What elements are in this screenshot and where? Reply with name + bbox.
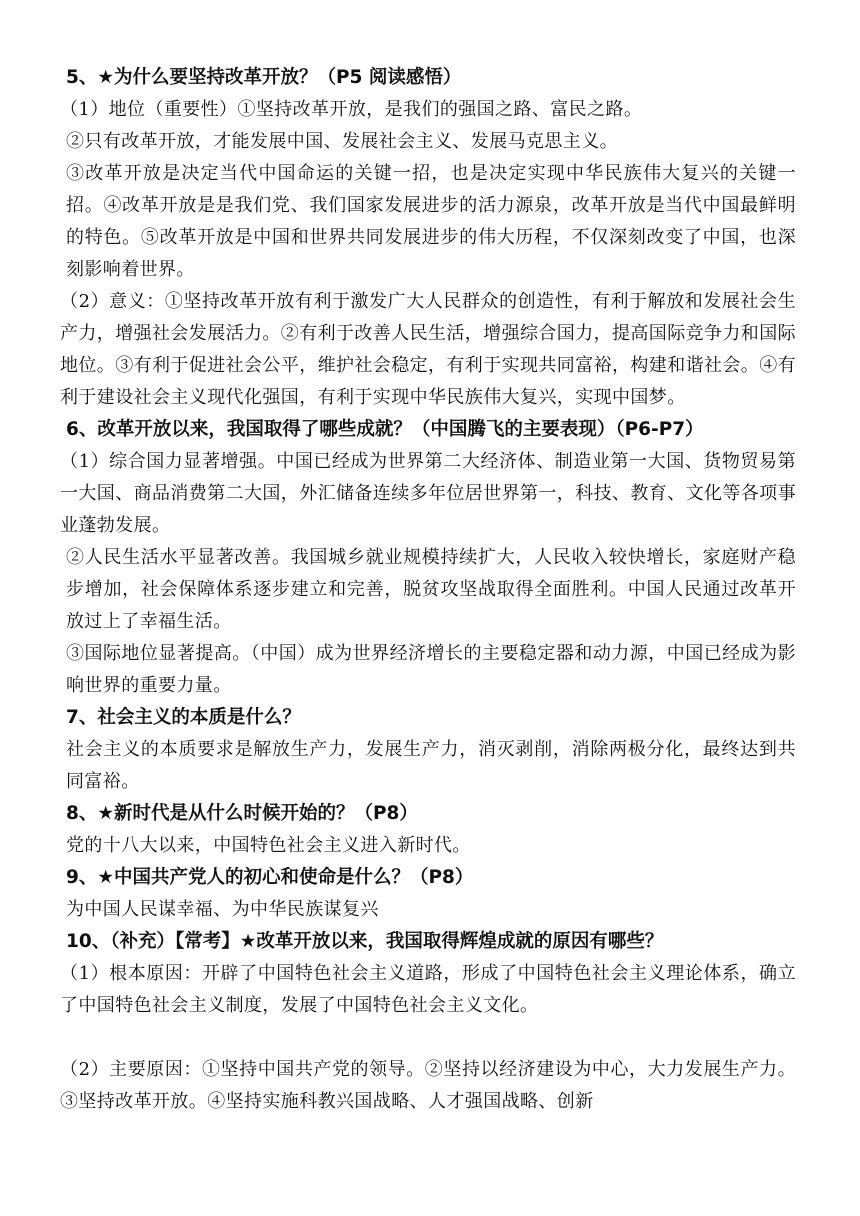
document-page [60, 62, 796, 1118]
section-heading: 8、★新时代是从什么时候开始的？（P8） [66, 803, 418, 824]
section-7 [66, 702, 796, 798]
section-heading: 5、★为什么要坚持改革开放？（P5 阅读感悟） [66, 67, 462, 88]
paragraph: 为中国人民谋幸福、为中华民族谋复兴 [66, 899, 379, 920]
paragraph: ②人民生活水平显著改善。我国城乡就业规模持续扩大，人民收入较快增长，家庭财产稳步增加，社会保障体系逐步建立和完善，脱贫攻坚战取得全面胜利。中国人民通过改革开放过上了幸福生活。 [66, 547, 796, 632]
paragraph: 党的十八大以来，中国特色社会主义进入新时代。 [66, 835, 471, 856]
section-8 [66, 798, 796, 862]
paragraph: （1）综合国力显著增强。中国已经成为世界第二大经济体、制造业第一大国、货物贸易第一大国、商品消费第二大国，外汇储备连续多年位居世界第一，科技、教育、文化等各项事业蓬勃发展。 [60, 451, 796, 536]
paragraph: ②只有改革开放，才能发展中国、发展社会主义、发展马克思主义。 [66, 131, 618, 152]
section-5 [60, 62, 796, 414]
paragraph: （2）主要原因：①坚持中国共产党的领导。②坚持以经济建设为中心，大力发展生产力。③坚持改革开放。④坚持实施科教兴国战略、人才强国战略、创新 [60, 1059, 796, 1112]
paragraph: 社会主义的本质要求是解放生产力，发展生产力，消灭剥削，消除两极分化，最终达到共同富裕。 [66, 739, 796, 792]
paragraph: ③改革开放是决定当代中国命运的关键一招，也是决定实现中华民族伟大复兴的关键一招。④改革开放是是我们党、我们国家发展进步的活力源泉，改革开放是当代中国最鲜明的特色。⑤改革开放是中国和世界共同发展进步的伟大历程，不仅深刻改变了中国，也深刻影响着世界。 [66, 163, 796, 280]
section-9 [66, 862, 796, 926]
paragraph: ③国际地位显著提高。（中国）成为世界经济增长的主要稳定器和动力源，中国已经成为影响世界的重要力量。 [66, 643, 796, 696]
paragraph: （1）地位（重要性）①坚持改革开放，是我们的强国之路、富民之路。 [60, 99, 643, 120]
section-heading: 7、社会主义的本质是什么？ [66, 707, 301, 728]
section-10 [60, 926, 796, 1118]
section-heading: 9、★中国共产党人的初心和使命是什么？（P8） [66, 867, 474, 888]
section-6 [60, 414, 796, 702]
section-heading: 10、（补充）【常考】★改革开放以来，我国取得辉煌成就的原因有哪些？ [66, 931, 664, 952]
paragraph: （2）意义：①坚持改革开放有利于激发广大人民群众的创造性，有利于解放和发展社会生产力，增强社会发展活力。②有利于改善人民生活，增强综合国力，提高国际竞争力和国际地位。③有利于促进社会公平，维护社会稳定，有利于实现共同富裕，构建和谐社会。④有利于建设社会主义现代化强国，有利于实现中华民族伟大复兴，实现中国梦。 [60, 291, 796, 408]
section-heading: 6、改革开放以来，我国取得了哪些成就？（中国腾飞的主要表现）（P6-P7） [66, 419, 704, 440]
paragraph: （1）根本原因：开辟了中国特色社会主义道路，形成了中国特色社会主义理论体系，确立了中国特色社会主义制度，发展了中国特色社会主义文化。 [60, 963, 796, 1016]
blank-line [66, 1022, 796, 1054]
